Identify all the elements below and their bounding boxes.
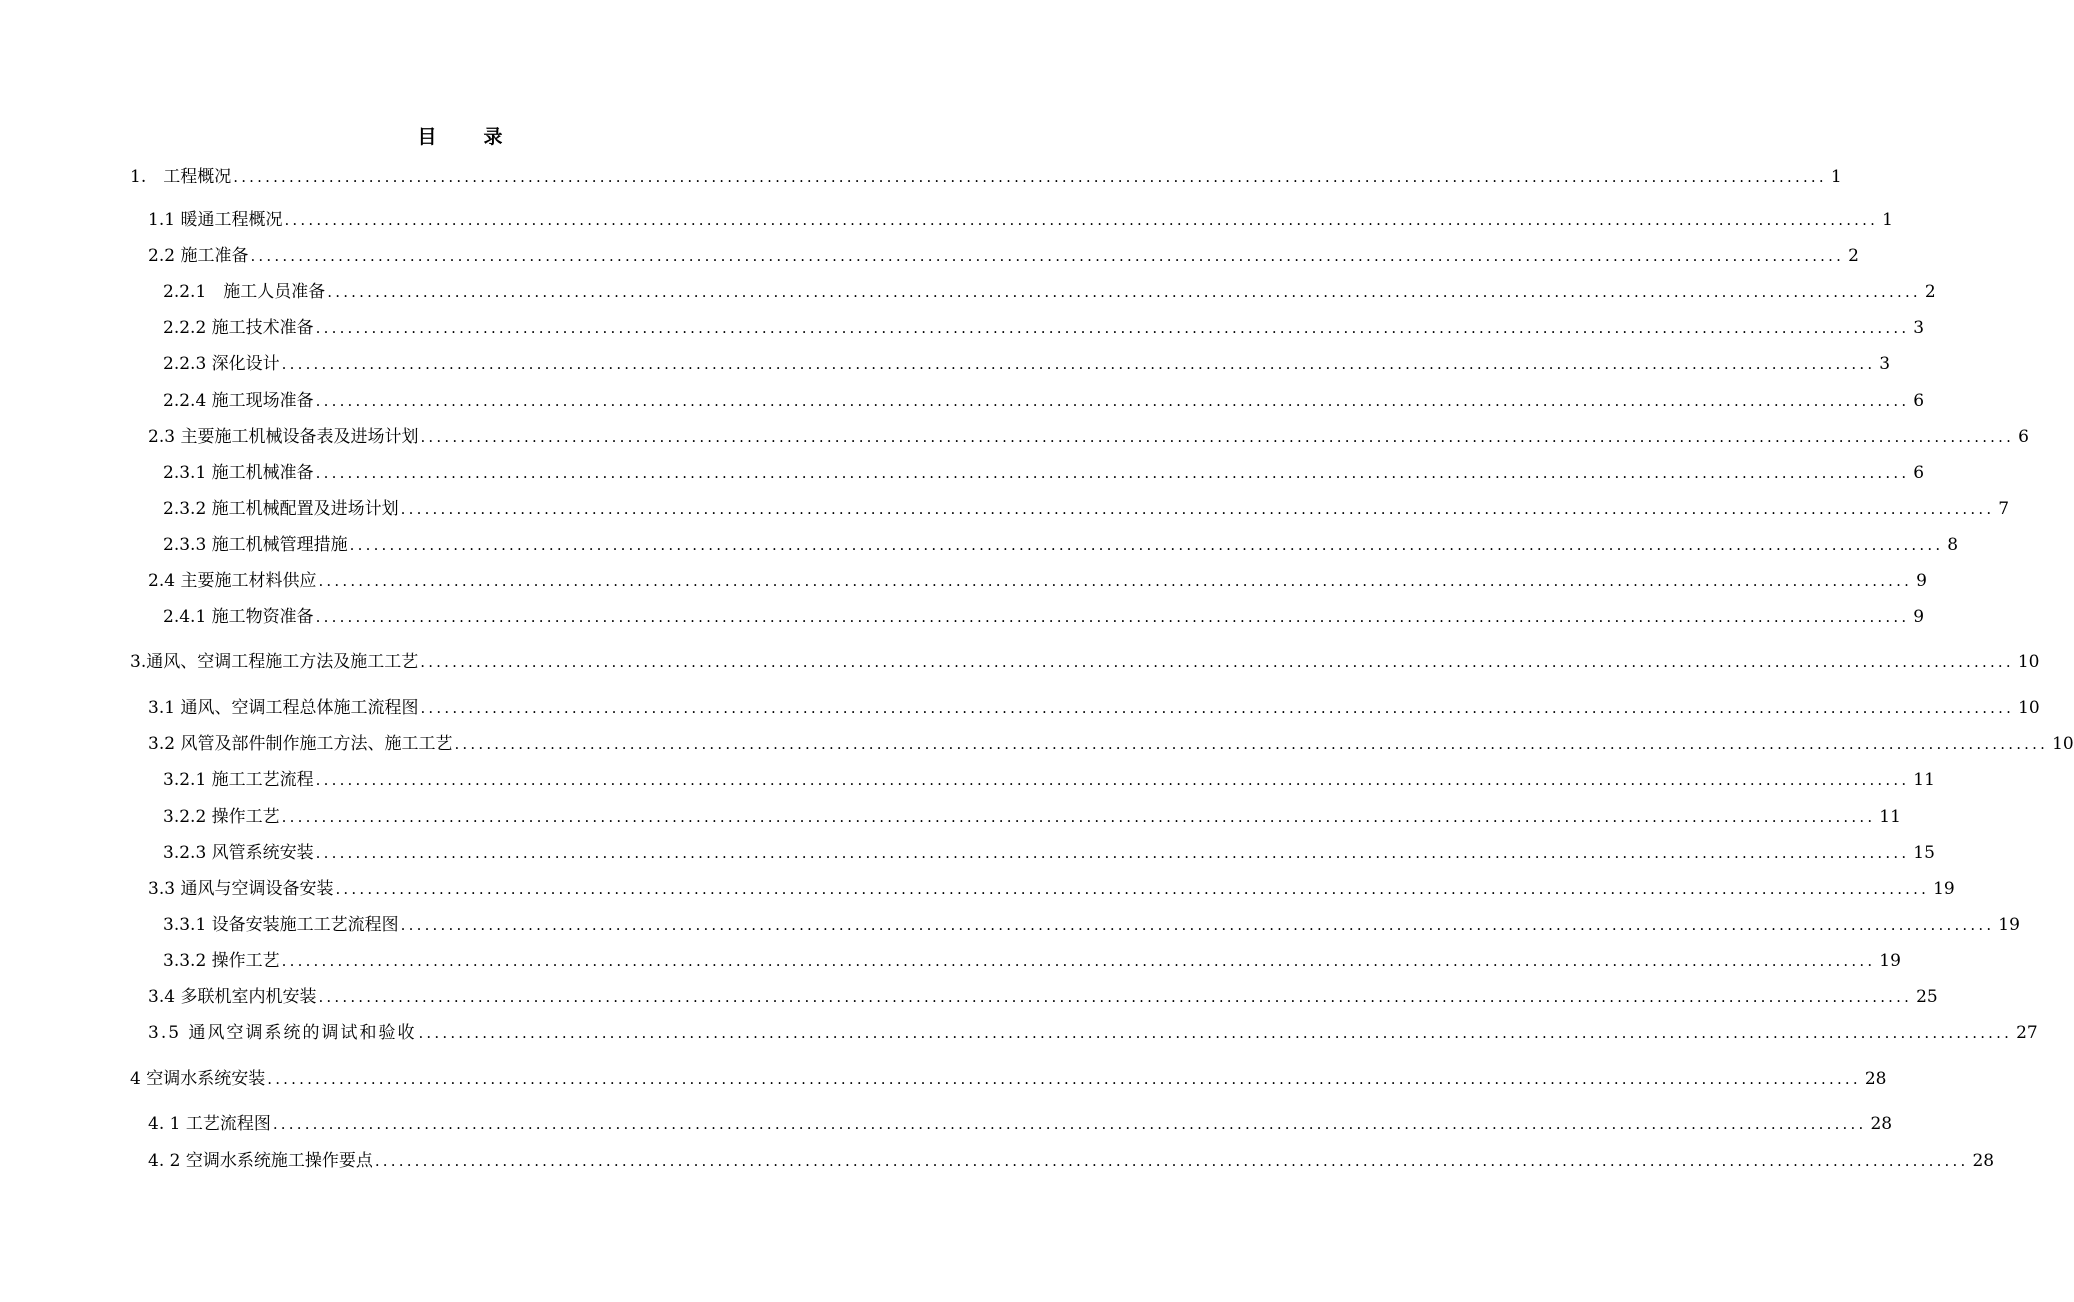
toc-entry-page: 11 xyxy=(1879,807,1901,827)
toc-entry-label: 4 空调水系统安装 xyxy=(130,1069,266,1089)
toc-entry-page: 9 xyxy=(1916,571,1927,591)
toc-entry-page: 10 xyxy=(2018,698,2040,718)
toc-entry-label: 1.1 暖通工程概况 xyxy=(148,210,283,230)
toc-entry-label: 3.3 通风与空调设备安装 xyxy=(148,879,334,899)
toc-entry[interactable] xyxy=(163,950,1901,972)
toc-entry-label: 2.2 施工准备 xyxy=(148,246,249,266)
toc-leader-dots: ........................................................................................................................................................................................................ xyxy=(335,880,1930,898)
toc-entry-label: 3.通风、空调工程施工方法及施工工艺 xyxy=(130,652,419,672)
toc-entry-label: 3.2.3 风管系统安装 xyxy=(163,843,314,863)
toc-entry[interactable] xyxy=(148,733,2074,755)
toc-entry-page: 9 xyxy=(1913,607,1925,627)
toc-entry-label: 3.2 风管及部件制作施工方法、施工工艺 xyxy=(148,734,453,754)
toc-entry-label: 1. 工程概况 xyxy=(130,167,232,187)
toc-entry[interactable] xyxy=(163,606,1925,628)
toc-entry-label: 3.2.1 施工工艺流程 xyxy=(163,770,314,790)
toc-entry-page: 6 xyxy=(1913,391,1925,411)
toc-entry-label: 2.3 主要施工机械设备表及进场计划 xyxy=(148,427,419,447)
toc-leader-dots: ........................................................................................................................................................................................................ xyxy=(418,1024,2013,1042)
toc-leader-dots: ........................................................................................................................................................................................................ xyxy=(281,355,1876,373)
toc-leader-dots: ........................................................................................................................................................................................................ xyxy=(284,211,1879,229)
toc-leader-dots: ........................................................................................................................................................................................................ xyxy=(420,428,2015,446)
toc-leader-dots: ........................................................................................................................................................................................................ xyxy=(233,168,1827,186)
toc-entry-label: 3.3.1 设备安装施工工艺流程图 xyxy=(163,915,399,935)
toc-entry[interactable] xyxy=(163,353,1891,375)
toc-entry-page: 6 xyxy=(2018,427,2029,447)
toc-entry-label: 4. 2 空调水系统施工操作要点 xyxy=(148,1151,373,1171)
toc-entry[interactable] xyxy=(163,281,1936,303)
toc-entry[interactable] xyxy=(163,462,1925,484)
toc-leader-dots: ........................................................................................................................................................................................................ xyxy=(315,771,1910,789)
toc-entry-label: 2.2.3 深化设计 xyxy=(163,354,280,374)
toc-entry[interactable] xyxy=(163,390,1925,412)
toc-entry[interactable] xyxy=(130,166,1842,188)
toc-leader-dots: ........................................................................................................................................................................................................ xyxy=(315,392,1910,410)
toc-leader-dots: ........................................................................................................................................................................................................ xyxy=(315,319,1910,337)
toc-leader-dots: ........................................................................................................................................................................................................ xyxy=(420,699,2015,717)
toc-leader-dots: ........................................................................................................................................................................................................ xyxy=(272,1115,1867,1133)
toc-entry[interactable] xyxy=(163,842,1935,864)
toc-entry[interactable] xyxy=(148,426,2029,448)
toc-entry-label: 3.4 多联机室内机安装 xyxy=(148,987,317,1007)
toc-entry[interactable] xyxy=(148,1113,1893,1135)
toc-entry[interactable] xyxy=(148,209,1893,231)
toc-entry[interactable] xyxy=(163,769,1935,791)
toc-entry[interactable] xyxy=(148,245,1859,267)
toc-entry-page: 11 xyxy=(1913,770,1935,790)
toc-entry-page: 27 xyxy=(2016,1023,2038,1043)
toc-entry-page: 25 xyxy=(1916,987,1938,1007)
toc-entry-page: 19 xyxy=(1998,915,2020,935)
toc-entry-page: 19 xyxy=(1879,951,1901,971)
toc-entry[interactable] xyxy=(148,570,1927,592)
toc-entry[interactable] xyxy=(148,1022,2038,1044)
toc-entry[interactable] xyxy=(163,498,2010,520)
toc-leader-dots: ........................................................................................................................................................................................................ xyxy=(281,808,1876,826)
toc-leader-dots: ........................................................................................................................................................................................................ xyxy=(315,844,1910,862)
toc-entry-label: 3.1 通风、空调工程总体施工流程图 xyxy=(148,698,419,718)
toc-entry-label: 2.2.2 施工技术准备 xyxy=(163,318,314,338)
toc-entry[interactable] xyxy=(163,914,2020,936)
toc-entry-page: 10 xyxy=(2017,652,2040,672)
toc-leader-dots: ........................................................................................................................................................................................................ xyxy=(315,608,1910,626)
toc-leader-dots: ........................................................................................................................................................................................................ xyxy=(420,653,2014,671)
toc-entry-label: 2.3.2 施工机械配置及进场计划 xyxy=(163,499,399,519)
toc-entry-page: 3 xyxy=(1879,354,1891,374)
toc-entry-label: 2.4 主要施工材料供应 xyxy=(148,571,317,591)
toc-leader-dots: ........................................................................................................................................................................................................ xyxy=(400,916,1995,934)
toc-entry[interactable] xyxy=(163,317,1925,339)
toc-entry[interactable] xyxy=(148,986,1938,1008)
toc-entry-page: 2 xyxy=(1848,246,1859,266)
toc-entry-label: 3.5 通风空调系统的调试和验收 xyxy=(148,1023,417,1043)
toc-entry[interactable] xyxy=(130,651,2040,673)
toc-entry-page: 1 xyxy=(1882,210,1893,230)
toc-leader-dots: ........................................................................................................................................................................................................ xyxy=(318,572,1913,590)
toc-entry-page: 3 xyxy=(1913,318,1925,338)
toc-leader-dots: ........................................................................................................................................................................................................ xyxy=(454,735,2049,753)
toc-leader-dots: ........................................................................................................................................................................................................ xyxy=(327,283,1921,301)
toc-leader-dots: ........................................................................................................................................................................................................ xyxy=(374,1152,1969,1170)
toc-entry-label: 2.3.3 施工机械管理措施 xyxy=(163,535,348,555)
toc-leader-dots: ........................................................................................................................................................................................................ xyxy=(250,247,1845,265)
toc-entry[interactable] xyxy=(148,1150,1995,1172)
toc-entry-page: 6 xyxy=(1913,463,1925,483)
toc-entry-label: 2.3.1 施工机械准备 xyxy=(163,463,314,483)
toc-entry-label: 2.4.1 施工物资准备 xyxy=(163,607,314,627)
toc-entry[interactable] xyxy=(163,534,1959,556)
toc-leader-dots: ........................................................................................................................................................................................................ xyxy=(267,1070,1861,1088)
toc-entry-page: 1 xyxy=(1830,167,1842,187)
toc-leader-dots: ........................................................................................................................................................................................................ xyxy=(400,500,1995,518)
toc-entry-page: 28 xyxy=(1870,1114,1893,1134)
toc-entry-page: 8 xyxy=(1947,535,1959,555)
toc-entry-page: 10 xyxy=(2052,734,2074,754)
toc-leader-dots: ........................................................................................................................................................................................................ xyxy=(315,464,1910,482)
toc-entry-page: 28 xyxy=(1864,1069,1887,1089)
toc-title: 目 录 xyxy=(417,126,517,148)
toc-leader-dots: ........................................................................................................................................................................................................ xyxy=(349,536,1944,554)
toc-entry-label: 2.2.1 施工人员准备 xyxy=(163,282,326,302)
toc-entry-label: 3.3.2 操作工艺 xyxy=(163,951,280,971)
toc-entry[interactable] xyxy=(163,806,1901,828)
toc-entry-page: 2 xyxy=(1924,282,1936,302)
toc-entry[interactable] xyxy=(148,697,2040,719)
toc-entry-label: 2.2.4 施工现场准备 xyxy=(163,391,314,411)
toc-entry-label: 4. 1 工艺流程图 xyxy=(148,1114,271,1134)
toc-leader-dots: ........................................................................................................................................................................................................ xyxy=(318,988,1913,1006)
toc-entry[interactable] xyxy=(148,878,1955,900)
toc-entry[interactable] xyxy=(130,1068,1887,1090)
toc-entry-page: 15 xyxy=(1913,843,1935,863)
toc-entry-page: 19 xyxy=(1933,879,1955,899)
toc-entry-page: 7 xyxy=(1998,499,2010,519)
toc-entry-page: 28 xyxy=(1972,1151,1995,1171)
toc-leader-dots: ........................................................................................................................................................................................................ xyxy=(281,952,1876,970)
toc-entry-label: 3.2.2 操作工艺 xyxy=(163,807,280,827)
